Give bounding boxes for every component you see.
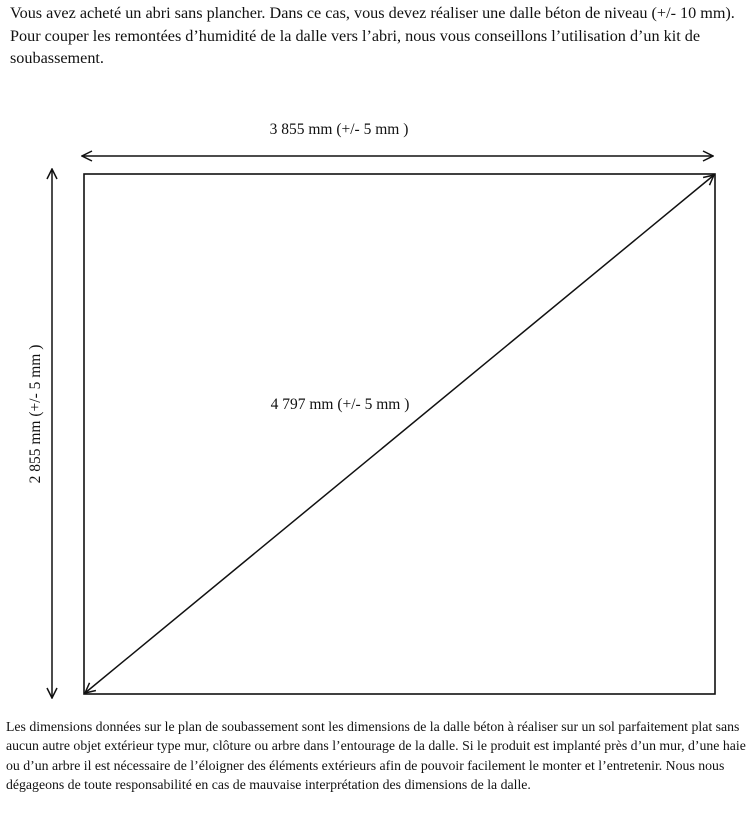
outro-paragraph: Les dimensions données sur le plan de soubassement sont les dimensions de la dalle béton à réaliser sur un sol parfaitement plat sans aucun autre objet extérieur type mur, clôture ou arbre dans l’entourage de la dalle. Si le produit est implanté près d’un mur, d’une haie ou d’un arbre il est nécessaire de l’éloigner des éléments extérieurs afin de pouvoir facilement le monter et l’entretenir. Nous nous dégageons de toute responsabilité en cas de mauvaise interprétation des dimensions de la dalle. bbox=[6, 719, 746, 793]
height-dimension-label: 2 855 mm (+/- 5 mm ) bbox=[27, 344, 44, 484]
width-dimension-label: 3 855 mm (+/- 5 mm ) bbox=[269, 121, 409, 138]
intro-paragraph: Vous avez acheté un abri sans plancher. Dans ce cas, vous devez réaliser une dalle béton de niveau (+/- 10 mm). Pour couper les remontées d’humidité de la dalle vers l’abri, nous vous conseillons l’utilisation d’un kit de soubassement. bbox=[10, 4, 735, 67]
diagonal-dimension-label: 4 797 mm (+/- 5 mm ) bbox=[270, 396, 410, 413]
diagonal-dimension-arrow bbox=[85, 175, 714, 693]
